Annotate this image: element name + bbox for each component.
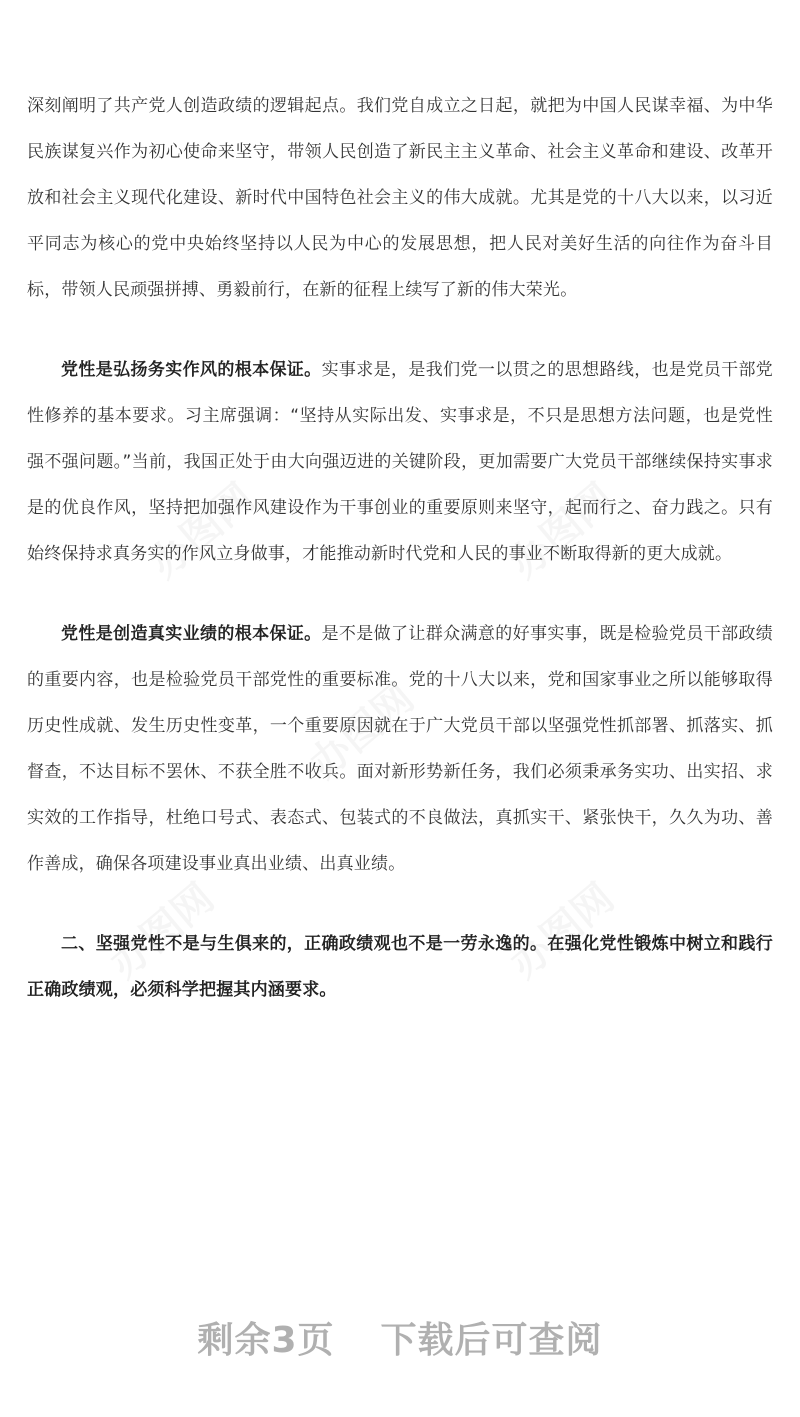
paragraph-lead: 党性是创造真实业绩的根本保证。 xyxy=(61,624,322,644)
paragraph-1 xyxy=(27,83,773,313)
paragraph-text: 深刻阐明了共产党人创造政绩的逻辑起点。我们党自成立之日起，就把为中国人民谋幸福、为中华民族谋复兴作为初心使命来坚守，带领人民创造了新民主主义革命、社会主义革命和建设、改革开放和社会主义现代化建设、新时代中国特色社会主义的伟大成就。尤其是党的十八大以来，以习近平同志为核心的党中央始终坚持以人民为中心的发展思想，把人民对美好生活的向往作为奋斗目标，带领人民顽强拼搏、勇毅前行，在新的征程上续写了新的伟大荣光。 xyxy=(27,96,773,300)
paragraph-lead: 党性是弘扬务实作风的根本保证。 xyxy=(61,360,322,380)
document-body xyxy=(27,83,773,1013)
section-heading xyxy=(27,921,773,1013)
heading-text: 二、坚强党性不是与生俱来的，正确政绩观也不是一劳永逸的。在强化党性锻炼中树立和践行正确政绩观，必须科学把握其内涵要求。 xyxy=(27,934,773,1000)
remaining-pages-label: 剩余3页 xyxy=(197,1320,335,1361)
paragraph-3 xyxy=(27,611,773,887)
download-to-view-label: 下载后可查阅 xyxy=(380,1320,603,1361)
download-prompt[interactable] xyxy=(0,1312,800,1363)
paragraph-text: 是不是做了让群众满意的好事实事，既是检验党员干部政绩的重要内容，也是检验党员干部党性的重要标准。党的十八大以来，党和国家事业之所以能够取得历史性成就、发生历史性变革，一个重要原因就在于广大党员干部以坚强党性抓部署、抓落实、抓督查，不达目标不罢休、不获全胜不收兵。面对新形势新任务，我们必须秉承务实功、出实招、求实效的工作指导，杜绝口号式、表态式、包装式的不良做法，真抓实干、紧张快干，久久为功、善作善成，确保各项建设事业真出业绩、出真业绩。 xyxy=(27,624,774,874)
paragraph-text: 实事求是，是我们党一以贯之的思想路线，也是党员干部党性修养的基本要求。习主席强调：“坚持从实际出发、实事求是，不只是思想方法问题，也是党性强不强问题。”当前，我国正处于由大向强迈进的关键阶段，更加需要广大党员干部继续保持实事求是的优良作风，坚持把加强作风建设作为干事创业的重要原则来坚守，起而行之、奋力践之。只有始终保持求真务实的作风立身做事，才能推动新时代党和人民的事业不断取得新的更大成就。 xyxy=(27,360,774,564)
paragraph-2 xyxy=(27,347,773,577)
